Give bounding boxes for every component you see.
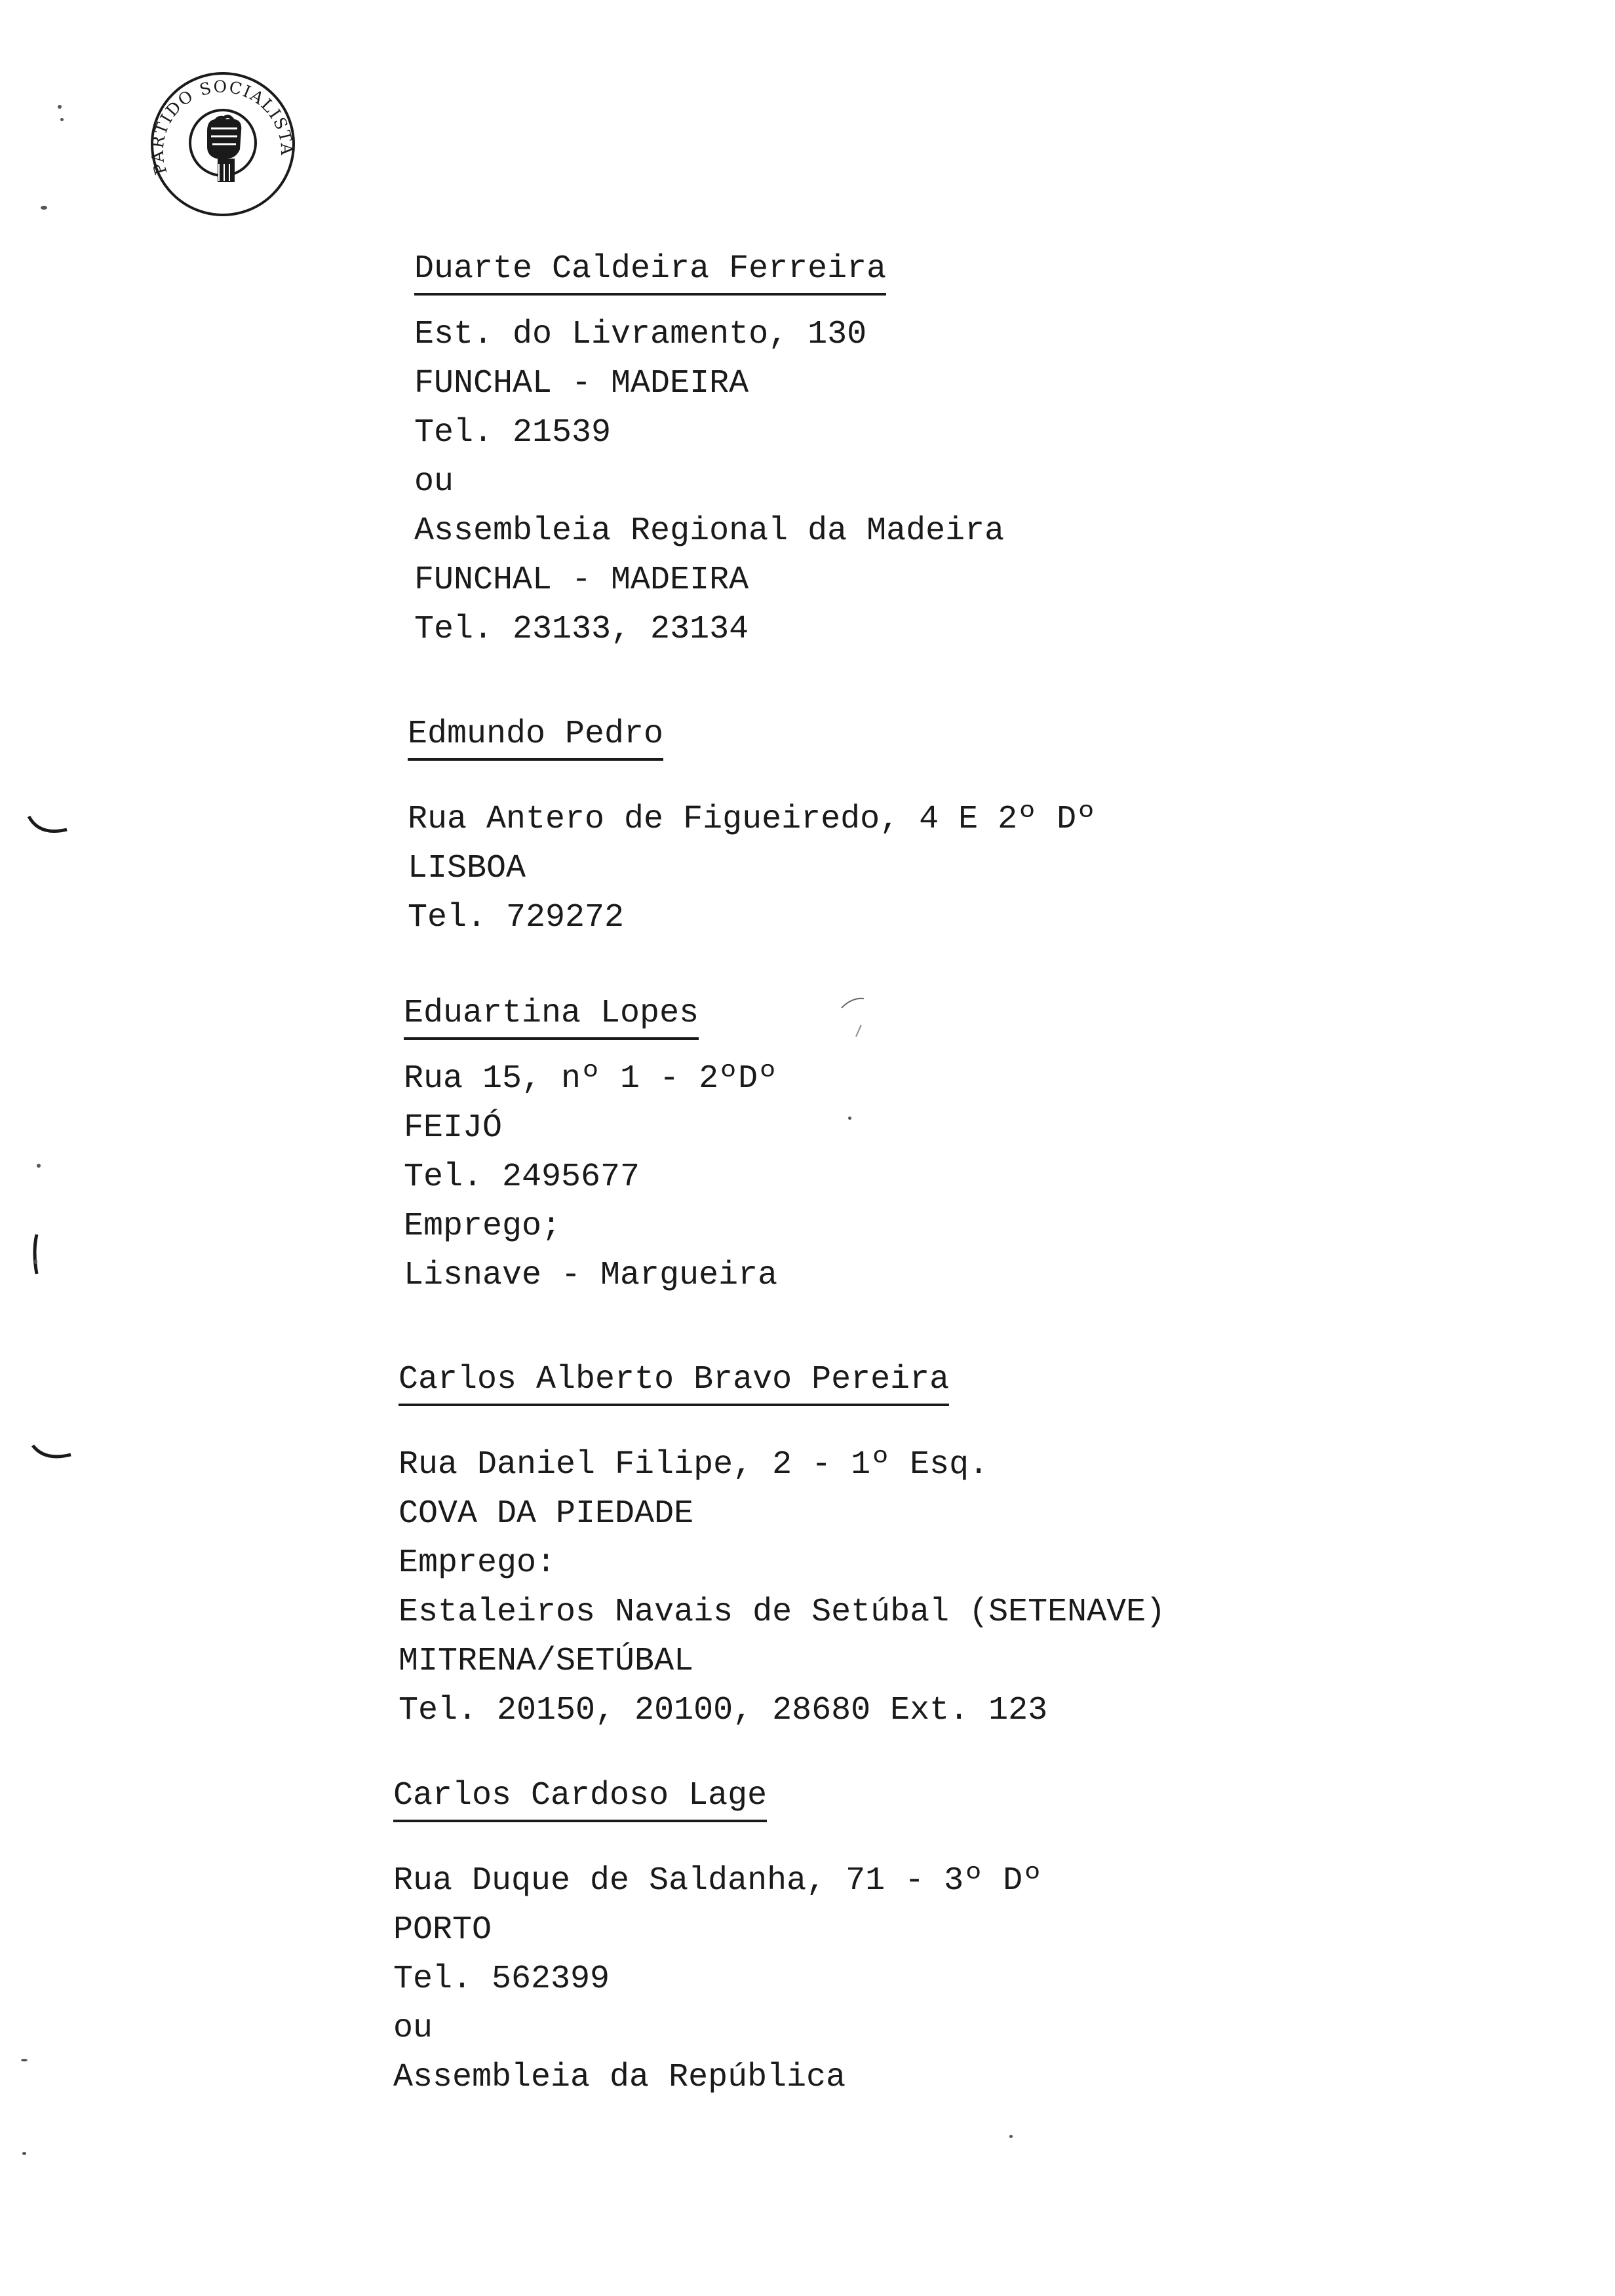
contact-entry xyxy=(393,1777,1042,2102)
contact-name: Duarte Caldeira Ferreira xyxy=(414,250,886,296)
scan-speck xyxy=(21,2059,28,2061)
address-line: Rua Daniel Filipe, 2 - 1º Esq. xyxy=(399,1446,989,1483)
contact-name: Eduartina Lopes xyxy=(404,995,699,1040)
address-line: Emprego; xyxy=(404,1208,562,1245)
address-line: Assembleia da República xyxy=(393,2059,846,2096)
contact-entry xyxy=(414,250,1004,654)
contact-name: Carlos Cardoso Lage xyxy=(393,1777,767,1822)
scan-speck xyxy=(60,118,64,121)
contact-entry xyxy=(404,995,777,1300)
address-line: Rua Antero de Figueiredo, 4 E 2º Dº xyxy=(408,801,1097,838)
scan-speck xyxy=(1009,2135,1013,2138)
scan-speck xyxy=(34,1259,37,1264)
contact-name: Edmundo Pedro xyxy=(408,716,663,761)
punch-mark xyxy=(30,1442,76,1474)
address-line: COVA DA PIEDADE xyxy=(399,1495,694,1533)
scan-mark xyxy=(839,988,872,1047)
address-line: Estaleiros Navais de Setúbal (SETENAVE) xyxy=(399,1594,1166,1631)
address-line: FUNCHAL - MADEIRA xyxy=(414,365,749,402)
address-line: ou xyxy=(414,463,454,501)
address-line: FEIJÓ xyxy=(404,1109,503,1147)
scan-speck xyxy=(848,1117,851,1120)
address-line: MITRENA/SETÚBAL xyxy=(399,1643,694,1680)
address-line: Tel. 21539 xyxy=(414,414,612,451)
address-line: Tel. 2495677 xyxy=(404,1158,640,1196)
address-line: Tel. 562399 xyxy=(393,1961,610,1998)
address-line: Tel. 729272 xyxy=(408,899,625,936)
address-line: Emprego: xyxy=(399,1544,556,1582)
address-line: Tel. 23133, 23134 xyxy=(414,611,749,648)
contact-entry xyxy=(408,716,1096,942)
address-line: LISBOA xyxy=(408,850,526,887)
punch-mark xyxy=(29,1232,42,1278)
scan-speck xyxy=(22,2152,26,2155)
address-line: Lisnave - Margueira xyxy=(404,1257,778,1294)
contact-entry xyxy=(399,1361,1165,1735)
address-line: FUNCHAL - MADEIRA xyxy=(414,562,749,599)
party-seal-logo xyxy=(144,66,302,223)
address-line: Tel. 20150, 20100, 28680 Ext. 123 xyxy=(399,1692,1048,1729)
scan-speck xyxy=(58,105,62,109)
scan-speck xyxy=(41,206,47,210)
address-line: Est. do Livramento, 130 xyxy=(414,316,867,353)
address-line: PORTO xyxy=(393,1911,492,1949)
svg-text:PARTIDO SOCIALISTA: PARTIDO SOCIALISTA xyxy=(147,77,297,177)
address-line: Rua Duque de Saldanha, 71 - 3º Dº xyxy=(393,1862,1043,1900)
address-line: Assembleia Regional da Madeira xyxy=(414,512,1005,550)
contact-name: Carlos Alberto Bravo Pereira xyxy=(399,1361,949,1406)
punch-mark xyxy=(26,813,72,845)
address-line: Rua 15, nº 1 - 2ºDº xyxy=(404,1060,778,1098)
address-line: ou xyxy=(393,2010,433,2047)
scan-speck xyxy=(37,1164,41,1168)
